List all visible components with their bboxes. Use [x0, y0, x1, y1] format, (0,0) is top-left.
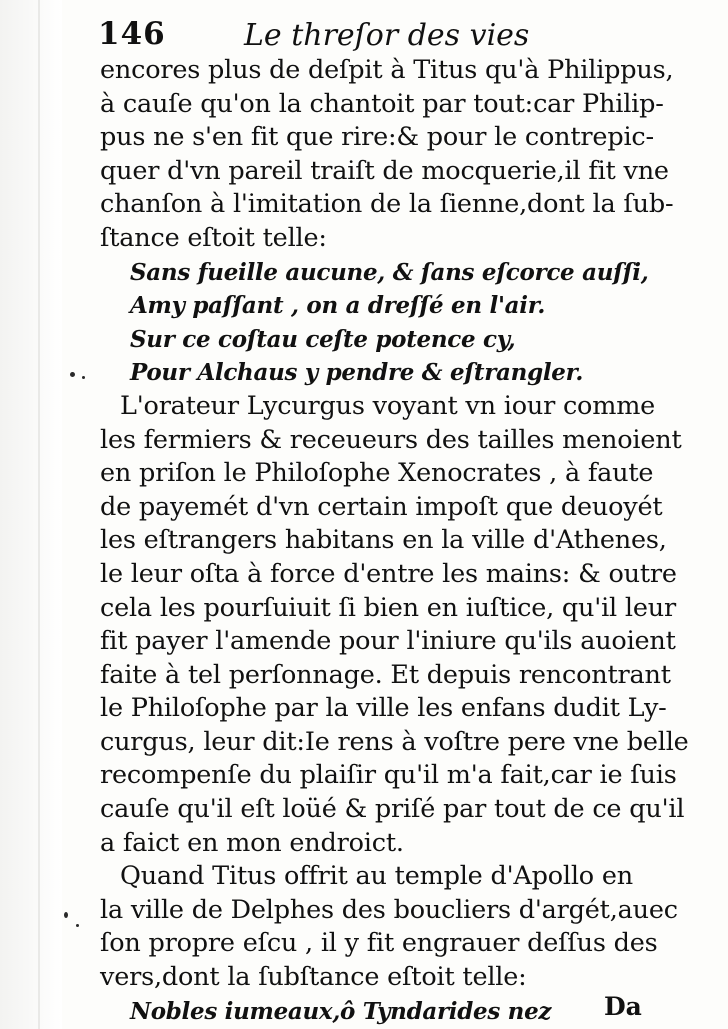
ink-speck	[82, 376, 85, 379]
text-line: à cauſe qu'on la chantoit par tout:car Philip-	[100, 88, 664, 119]
text-line: cela les pourſuiuit ſi bien en iuſtice, qu'il leur	[100, 592, 676, 623]
ink-speck	[76, 924, 79, 927]
ink-speck	[70, 372, 75, 377]
text-line: fit payer l'amende pour l'iniure qu'ils auoient	[100, 626, 676, 657]
text-line: ſon propre eſcu , il y fit engrauer deſſus des	[100, 928, 658, 959]
text-line: en priſon le Philoſophe Xenocrates , à faute	[100, 458, 654, 489]
text-line: les fermiers & receueurs des tailles menoient	[100, 424, 682, 455]
verse-line: Amy paſſant , on a dreſſé en l'air.	[130, 292, 546, 320]
text-line: les eſtrangers habitans en la ville d'Athenes,	[100, 525, 667, 556]
page-left-margin	[0, 0, 62, 1029]
paragraph-start-line: Quand Titus offrit au temple d'Apollo en	[120, 861, 633, 892]
text-line: vers,dont la ſubſtance eſtoit telle:	[100, 962, 527, 993]
gutter-shadow	[38, 0, 40, 1029]
text-line: de payemét d'vn certain impoſt que deuoyét	[100, 491, 663, 522]
text-line: recompenſe du plaiſir qu'il m'a fait,car ie ſuis	[100, 760, 677, 791]
text-line: quer d'vn pareil traiſt de mocquerie,il fit vne	[100, 155, 669, 186]
text-line: chanſon à l'imitation de la ſienne,dont la ſub-	[100, 189, 674, 220]
paragraph-start-line: L'orateur Lycurgus voyant vn iour comme	[120, 390, 656, 421]
page-number: 146	[98, 16, 166, 52]
text-line: pus ne s'en fit que rire:& pour le contrepic-	[100, 122, 654, 153]
text-line: la ville de Delphes des boucliers d'argét,auec	[100, 894, 678, 925]
text-line: curgus, leur dit:Ie rens à voſtre pere vne belle	[100, 726, 689, 757]
body-text	[100, 54, 689, 1028]
text-line: encores plus de deſpit à Titus qu'à Philippus,	[100, 55, 674, 85]
catchword: Da	[604, 992, 642, 1021]
verse-line: Sur ce coſtau ceſte potence cy,	[130, 325, 516, 353]
text-line: cauſe qu'il eſt loüé & priſé par tout de ce qu'il	[100, 794, 685, 825]
verse-line: Sans fueille aucune, & ſans eſcorce auſſi,	[130, 258, 649, 286]
text-line: ſtance eſtoit telle:	[100, 222, 327, 253]
text-line: le leur oſta à force d'entre les mains: & outre	[100, 558, 677, 589]
text-line: faite à tel perſonnage. Et depuis rencontrant	[100, 659, 671, 690]
verse-line: Pour Alchaus y pendre & eſtrangler.	[130, 359, 584, 387]
page-header	[98, 14, 638, 54]
verse-line: Nobles iumeaux,ô Tyndarides nez	[130, 997, 552, 1025]
text-line: a faict en mon endroict.	[100, 827, 404, 858]
ink-speck	[64, 912, 68, 918]
running-title: Le threſor des vies	[244, 18, 530, 53]
text-line: le Philoſophe par la ville les enfans dudit Ly-	[100, 693, 667, 724]
